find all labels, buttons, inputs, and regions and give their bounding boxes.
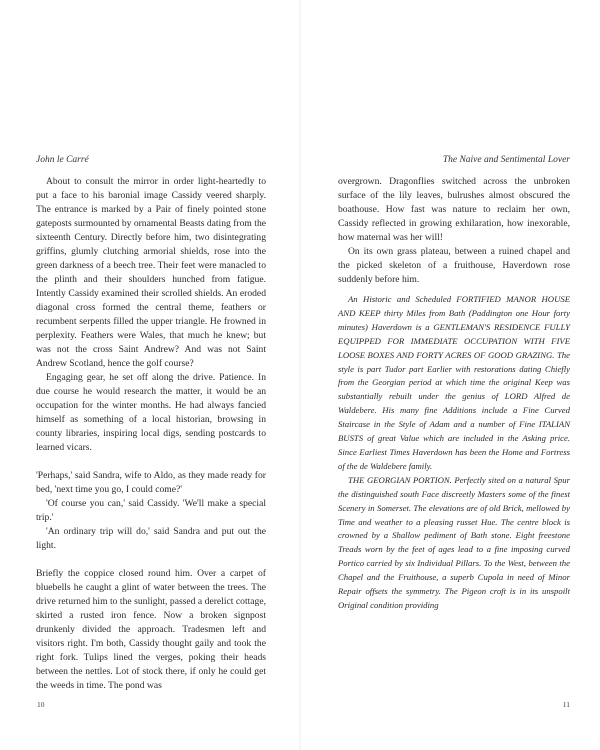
left-text-column	[36, 175, 266, 693]
right-text-column	[338, 175, 570, 613]
paragraph: 'Of course you can,' said Cassidy. 'We'll make a special trip.'	[36, 498, 266, 523]
right-page	[300, 0, 600, 750]
paragraph: 'An ordinary trip will do,' said Sandra and put out the light.	[36, 526, 266, 551]
paragraph: Engaging gear, he set off along the drive. Patience. In due course he would research the matter, it would be an occupation for the winter months. He had always fancied himself as something of a local historian, browsing in county libraries, inspiring local digs, sending postcards to learned vicars.	[36, 372, 266, 453]
paragraph: Briefly the coppice closed round him. Over a carpet of bluebells he caught a glint of water between the trees. The drive returned him to the sunlight, passed a derelict cottage, skirted a rusted iron fence. Now a broken signpost drunkenly divided the approach. Tradesmen left and visitors right. I'm both, Cassidy thought gaily and took the right fork. Tulips lined the verges, poking their heads between the nettles. Lot of stock there, if only he could get the weeds in time. The pond was	[36, 568, 266, 691]
paragraph: overgrown. Dragonflies switched across the unbroken surface of the lily leaves, bulrushes almost obscured the boathouse. How fast was nature to reclaim her own, Cassidy reflected in growing exhilaration, how inexorable, how maternal was her will!	[338, 176, 570, 243]
paragraph: About to consult the mirror in order light-heartedly to put a face to his baronial image Cassidy veered sharply. The entrance is marked by a Pair of finely pointed stone gateposts surmounted by ornamental Beasts dating from the sixteenth Century. Directly before him, two disintegrating griffins, glumly clutching armorial shields, rose into the green darkness of a beech tree. Their feet were manacled to the plinth and their shoulders hunched from fatigue. Intently Cassidy examined their scrolled shields. An eroded diagonal cross formed the central theme, feathers or recumbent serpents filled the upper triangle. He frowned in perplexity. Feathers were Wales, that much he knew; but was not the cross Saint Andrew? And was not Saint Andrew Scotland, hence the golf course?	[36, 176, 266, 369]
estate-agent-listing: THE GEORGIAN PORTION. Perfectly sited on a natural Spur the distinguished south Face discreetly Masters some of the finest Scenery in Somerset. The elevations are of old Brick, mellowed by Time and weather to a pleasing russet Hue. The centre block is crowned by a Shallow pediment of Bath stone. Eight freestone Treads worn by the feet of ages lead to a fine imposing curved Portico carried by six Individual Pillars. To the West, between the Chapel and the Fruithouse, a superb Cupola in need of Minor Repair offsets the symmetry. The Pigeon croft is in its unspoilt Original condition providing	[338, 474, 570, 610]
estate-agent-listing: An Historic and Scheduled FORTIFIED MANOR HOUSE AND KEEP thirty Miles from Bath (Paddington one Hour forty minutes) Haverdown is a GENTLEMAN'S RESIDENCE FULLY EQUIPPED FOR IMMEDIATE OCCUPATION WITH FIVE LOOSE BOXES AND FORTY ACRES OF GOOD GRAZING. The style is part Tudor part Earlier with restorations dating Chiefly from the Georgian period at which time the original Keep was substantially rebuilt under the genius of LORD Alfred de Waldebere. His many fine Additions include a Fine Curved Staircase in the Style of Adam and a number of Fine ITALIAN BUSTS of great Value which are included in the Asking price. Since Earliest Times Haverdown has been the Home and Fortress of the de Waldebere family.	[338, 294, 570, 471]
running-head-title: The Naive and Sentimental Lover	[442, 155, 570, 165]
page-number: 11	[562, 700, 570, 709]
paragraph: 'Perhaps,' said Sandra, wife to Aldo, as they made ready for bed, 'next time you go, I could come?'	[36, 470, 266, 495]
running-head-author: John le Carré	[36, 155, 89, 165]
paragraph: On its own grass plateau, between a ruined chapel and the picked skeleton of a fruithouse, Haverdown rose suddenly before him.	[338, 246, 570, 285]
page-number: 10	[37, 700, 45, 709]
